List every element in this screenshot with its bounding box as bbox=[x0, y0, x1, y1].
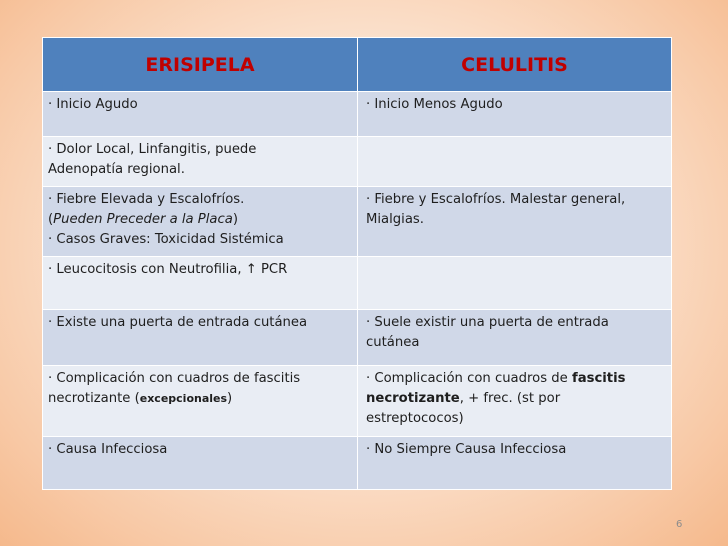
header-erisipela: ERISIPELA bbox=[43, 38, 358, 91]
table-cell: · Suele existir una puerta de entrada cutánea bbox=[366, 315, 609, 350]
table-row bbox=[43, 436, 671, 489]
page-number: 6 bbox=[676, 519, 683, 530]
table-cell: · No Siempre Causa Infecciosa bbox=[366, 442, 567, 457]
table-row bbox=[43, 365, 671, 436]
table-cell: · Causa Infecciosa bbox=[43, 437, 358, 489]
table-cell bbox=[358, 257, 671, 309]
table-cell: · Inicio Agudo bbox=[43, 92, 358, 136]
table-cell: · Existe una puerta de entrada cutánea bbox=[43, 310, 358, 365]
table-row bbox=[43, 136, 671, 186]
header-celulitis: CELULITIS bbox=[461, 53, 568, 76]
table-header-row bbox=[43, 38, 671, 91]
table-cell: · Fiebre Elevada y Escalofríos. (Pueden Preceder a la Placa) · Casos Graves: Toxicidad Sistémica bbox=[43, 187, 358, 256]
table-cell: · Leucocitosis con Neutrofilia, ↑ PCR bbox=[43, 257, 358, 309]
table-row bbox=[43, 256, 671, 309]
table-row bbox=[43, 186, 671, 256]
table-cell: · Dolor Local, Linfangitis, puede Adenopatía regional. bbox=[43, 137, 358, 186]
table-row bbox=[43, 309, 671, 365]
table-cell: · Fiebre y Escalofríos. Malestar general, Mialgias. bbox=[366, 192, 626, 227]
table-cell bbox=[358, 137, 671, 186]
table-row bbox=[43, 91, 671, 136]
table-cell: · Complicación con cuadros de fascitis necrotizante, + frec. (st por estreptococos) bbox=[366, 371, 626, 426]
table-cell: · Inicio Menos Agudo bbox=[366, 97, 503, 112]
table-cell: · Complicación con cuadros de fascitis necrotizante (excepcionales) bbox=[43, 366, 358, 436]
comparison-table bbox=[42, 37, 672, 490]
